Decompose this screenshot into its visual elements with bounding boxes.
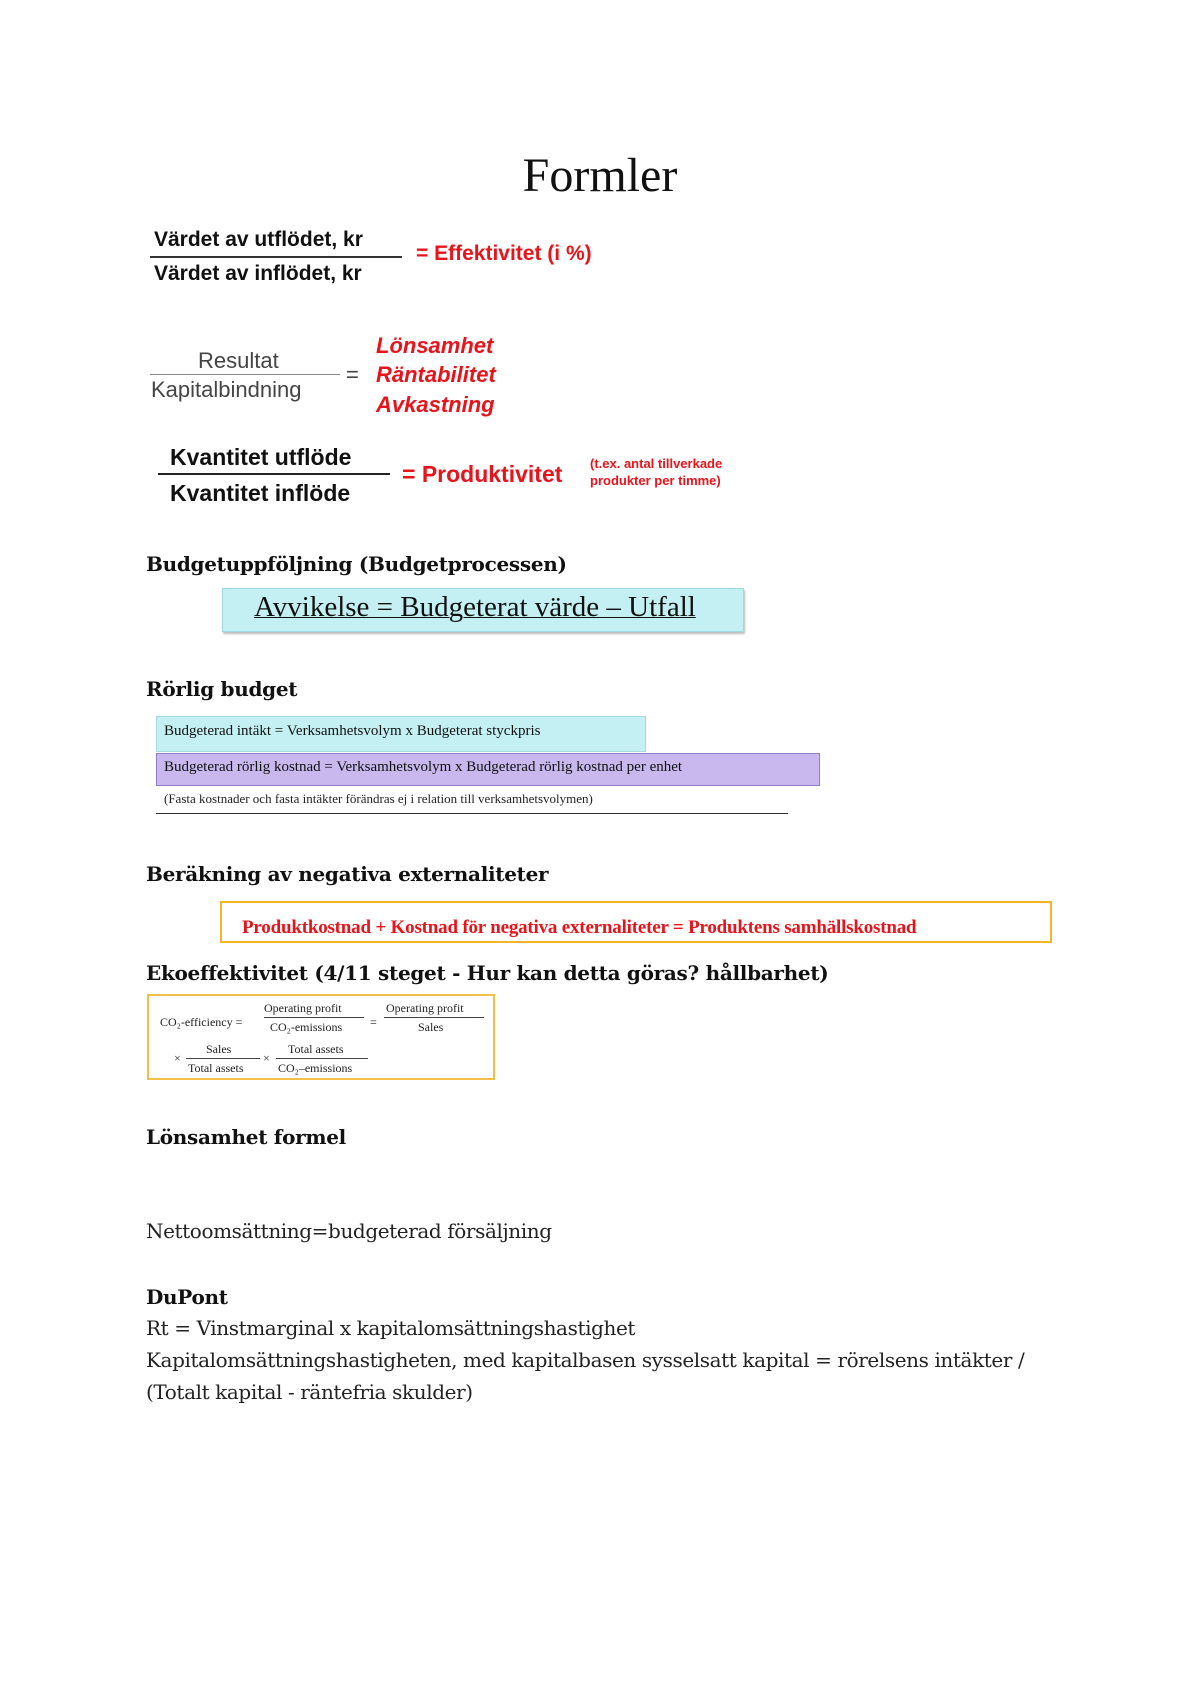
eko-times-1: × xyxy=(174,1051,181,1065)
produktivitet-note-2: produkter per timme) xyxy=(590,473,721,488)
effektivitet-numerator: Värdet av utflödet, kr xyxy=(154,228,363,251)
effektivitet-denominator: Värdet av inflödet, kr xyxy=(154,262,362,285)
produktivitet-result: = Produktivitet xyxy=(402,461,563,487)
effektivitet-result: = Effektivitet (i %) xyxy=(416,242,592,265)
section-heading-lonsamhet: Lönsamhet formel xyxy=(146,1125,346,1149)
lonsamhet-result-2: Räntabilitet xyxy=(376,362,496,387)
lonsamhet-numerator: Resultat xyxy=(198,348,279,373)
fraction-line xyxy=(150,256,402,258)
eko-times-2: × xyxy=(263,1051,270,1065)
eko-eq: = xyxy=(370,1015,377,1029)
fraction-line xyxy=(384,1017,484,1018)
fraction-line xyxy=(276,1058,368,1059)
budgeterad-kostnad-formula: Budgeterad rörlig kostnad = Verksamhetsvolym x Budgeterad rörlig kostnad per enhet xyxy=(164,759,683,775)
dupont-line-1: Rt = Vinstmarginal x kapitalomsättningshastighet xyxy=(146,1316,636,1340)
equals-sign: = xyxy=(346,362,359,387)
page-title: Formler xyxy=(522,149,678,202)
budgeterad-intakt-formula: Budgeterad intäkt = Verksamhetsvolym x Budgeterat styckpris xyxy=(164,723,541,739)
eko-frac1-num: Operating profit xyxy=(264,1001,342,1015)
section-heading-ekoeffektivitet: Ekoeffektivitet (4/11 steget - Hur kan detta göras? hållbarhet) xyxy=(146,961,829,985)
section-heading-rorlig-budget: Rörlig budget xyxy=(146,677,298,701)
section-heading-externaliteter: Beräkning av negativa externaliteter xyxy=(146,862,549,886)
nettoomsattning-text: Nettoomsättning=budgeterad försäljning xyxy=(146,1219,552,1243)
eko-lhs: CO₂-efficiency = xyxy=(160,1015,243,1029)
fraction-line xyxy=(158,473,390,475)
lonsamhet-result-1: Lönsamhet xyxy=(376,333,494,358)
rorlig-budget-note: (Fasta kostnader och fasta intäkter förändras ej i relation till verksamhetsvolymen) xyxy=(164,791,593,806)
dupont-line-2: Kapitalomsättningshastigheten, med kapitalbasen sysselsatt kapital = rörelsens intäkter / xyxy=(146,1348,1025,1372)
eko-frac1-den: CO₂-emissions xyxy=(270,1020,343,1034)
fraction-line xyxy=(150,374,340,375)
eko-frac3-den: Total assets xyxy=(188,1061,244,1075)
fraction-line xyxy=(264,1017,364,1018)
dupont-line-3: (Totalt kapital - räntefria skulder) xyxy=(146,1380,473,1404)
lonsamhet-result-3: Avkastning xyxy=(376,392,495,417)
section-heading-dupont: DuPont xyxy=(146,1285,228,1309)
section-heading-budget: Budgetuppföljning (Budgetprocessen) xyxy=(146,552,567,576)
eko-frac4-den: CO₂–emissions xyxy=(278,1061,353,1075)
produktivitet-note-1: (t.ex. antal tillverkade xyxy=(590,456,723,471)
eko-frac2-num: Operating profit xyxy=(386,1001,464,1015)
lonsamhet-denominator: Kapitalbindning xyxy=(151,377,302,402)
eko-frac2-den: Sales xyxy=(418,1020,444,1034)
fraction-line xyxy=(186,1058,260,1059)
underline-divider xyxy=(156,813,788,814)
eko-frac4-num: Total assets xyxy=(288,1042,344,1056)
externaliteter-formula: Produktkostnad + Kostnad för negativa externaliteter = Produktens samhällskostnad xyxy=(242,917,917,938)
produktivitet-numerator: Kvantitet utflöde xyxy=(170,444,352,470)
avvikelse-formula: Avvikelse = Budgeterat värde – Utfall xyxy=(254,591,696,623)
eko-frac3-num: Sales xyxy=(206,1042,232,1056)
produktivitet-denominator: Kvantitet inflöde xyxy=(170,480,351,506)
